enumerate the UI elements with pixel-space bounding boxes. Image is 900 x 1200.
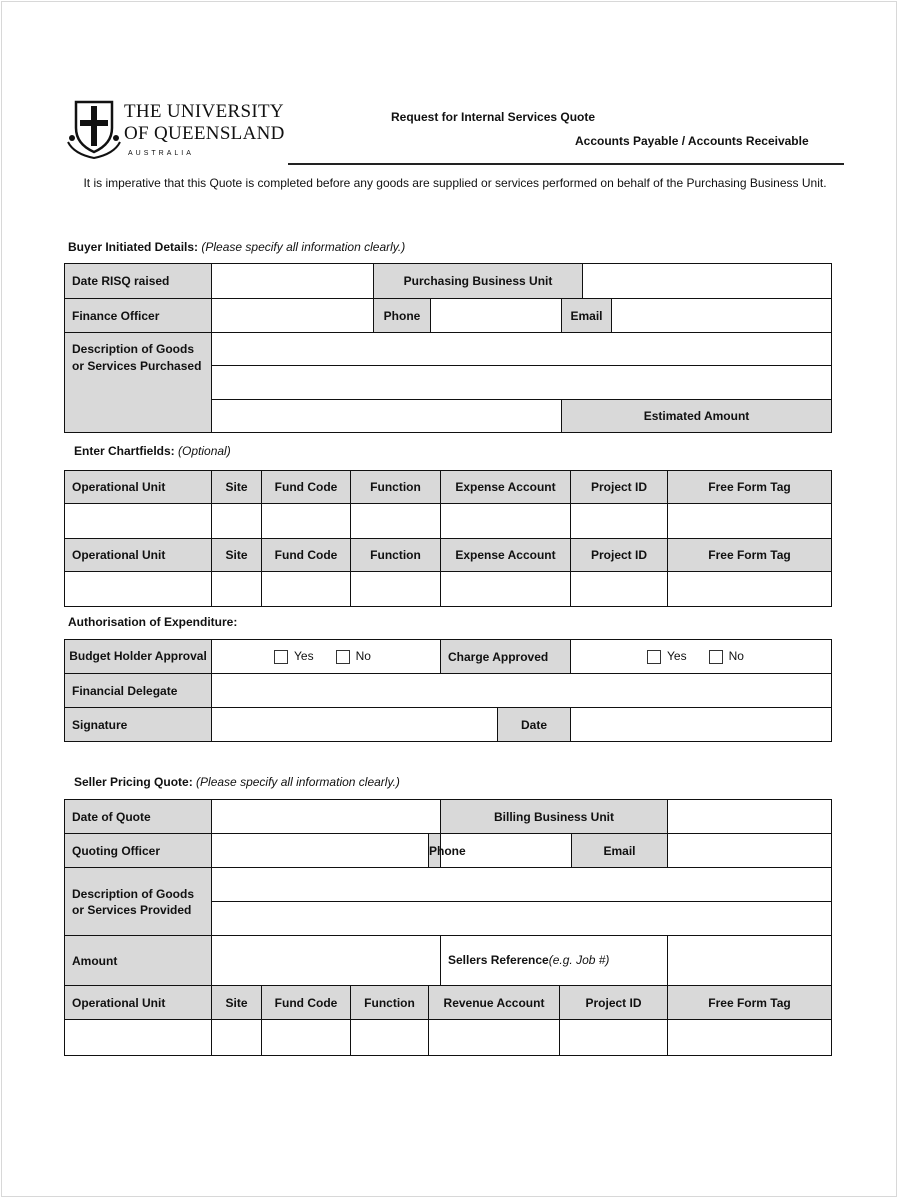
goods-provided-label: Description of Goods or Services Provided — [65, 868, 212, 936]
signature-field[interactable] — [212, 708, 498, 742]
amount-field[interactable] — [212, 936, 441, 986]
budget-holder-label: Budget Holder Approval — [65, 640, 212, 674]
chartfields-header-expense-account: Expense Account — [441, 471, 571, 504]
date-of-quote-field[interactable] — [212, 800, 441, 834]
no-label: No — [728, 649, 744, 664]
finance-officer-label: Finance Officer — [65, 299, 212, 333]
chartfield-cell[interactable] — [351, 572, 441, 607]
buyer-heading: Buyer Initiated Details: — [68, 240, 199, 254]
seller-header-fund-code: Fund Code — [262, 986, 351, 1020]
seller-heading: Seller Pricing Quote: — [74, 775, 193, 789]
chartfields-header-project-id: Project ID — [571, 471, 668, 504]
auth-date-label: Date — [498, 708, 571, 742]
chartfields-header-site-2: Site — [212, 539, 262, 572]
chartfields-header-free-form-tag-2: Free Form Tag — [668, 539, 832, 572]
checkbox-icon[interactable] — [274, 650, 288, 664]
chartfield-cell[interactable] — [212, 504, 262, 539]
seller-header-function: Function — [351, 986, 429, 1020]
goods-purchased-label: Description of Goods or Services Purchased — [65, 333, 212, 433]
chartfield-cell[interactable] — [571, 504, 668, 539]
chartfield-cell[interactable] — [668, 504, 832, 539]
seller-header-operational-unit: Operational Unit — [65, 986, 212, 1020]
authorisation-table — [64, 639, 832, 742]
form-title: Request for Internal Services Quote — [391, 110, 596, 124]
chartfields-table — [64, 470, 832, 607]
chartfields-header-fund-code: Fund Code — [262, 471, 351, 504]
buyer-heading-note: (Please specify all information clearly.) — [201, 240, 406, 254]
logo-line-3: AUSTRALIA — [128, 150, 194, 157]
date-raised-field[interactable] — [212, 264, 374, 299]
seller-header-project-id: Project ID — [560, 986, 668, 1020]
no-label: No — [355, 649, 371, 664]
budget-holder-options — [212, 640, 441, 674]
chartfield-cell[interactable] — [441, 504, 571, 539]
chartfield-cell[interactable] — [262, 572, 351, 607]
quoting-officer-label: Quoting Officer — [65, 834, 212, 868]
purchasing-unit-field[interactable] — [583, 264, 832, 299]
financial-delegate-label: Financial Delegate — [65, 674, 212, 708]
budget-holder-yes[interactable] — [274, 649, 314, 664]
charge-approved-yes[interactable] — [647, 649, 687, 664]
chartfields-header-function-2: Function — [351, 539, 441, 572]
seller-chartfield-cell[interactable] — [429, 1020, 560, 1056]
checkbox-icon[interactable] — [336, 650, 350, 664]
seller-email-field[interactable] — [668, 834, 832, 868]
seller-chartfield-cell[interactable] — [262, 1020, 351, 1056]
chartfield-cell[interactable] — [65, 572, 212, 607]
buyer-details-table — [64, 263, 832, 433]
goods-provided-field-2[interactable] — [212, 902, 832, 936]
charge-approved-label: Charge Approved — [441, 640, 571, 674]
chartfields-header-site: Site — [212, 471, 262, 504]
purchasing-unit-label: Purchasing Business Unit — [374, 264, 583, 299]
seller-heading-note: (Please specify all information clearly.) — [196, 775, 400, 789]
seller-section-heading — [74, 775, 400, 789]
chartfields-heading: Enter Chartfields: — [74, 444, 175, 458]
seller-header-site: Site — [212, 986, 262, 1020]
authorisation-heading: Authorisation of Expenditure: — [68, 615, 238, 629]
buyer-phone-label: Phone — [374, 299, 431, 333]
estimated-amount-label: Estimated Amount — [562, 400, 832, 433]
billing-unit-label: Billing Business Unit — [441, 800, 668, 834]
seller-chartfield-cell[interactable] — [668, 1020, 832, 1056]
seller-chartfield-cell[interactable] — [65, 1020, 212, 1056]
chartfield-cell[interactable] — [571, 572, 668, 607]
finance-officer-field[interactable] — [212, 299, 374, 333]
seller-header-free-form-tag: Free Form Tag — [668, 986, 832, 1020]
seller-phone-label: Phone — [429, 834, 441, 868]
seller-header-revenue-account: Revenue Account — [429, 986, 560, 1020]
seller-chartfield-cell[interactable] — [560, 1020, 668, 1056]
checkbox-icon[interactable] — [709, 650, 723, 664]
date-of-quote-label: Date of Quote — [65, 800, 212, 834]
chartfield-cell[interactable] — [212, 572, 262, 607]
charge-approved-no[interactable] — [709, 649, 744, 664]
seller-chartfield-cell[interactable] — [212, 1020, 262, 1056]
signature-label: Signature — [65, 708, 212, 742]
chartfield-cell[interactable] — [441, 572, 571, 607]
form-subtitle: Accounts Payable / Accounts Receivable — [575, 134, 809, 148]
yes-label: Yes — [294, 649, 314, 664]
budget-holder-no[interactable] — [336, 649, 371, 664]
checkbox-icon[interactable] — [647, 650, 661, 664]
buyer-email-field[interactable] — [612, 299, 832, 333]
buyer-section-heading — [68, 240, 405, 254]
sellers-reference-note: (e.g. Job #) — [548, 953, 610, 967]
sellers-reference-label — [441, 936, 668, 986]
yes-label: Yes — [667, 649, 687, 664]
goods-purchased-field-3[interactable] — [212, 400, 562, 433]
goods-purchased-field-1[interactable] — [212, 333, 832, 366]
seller-chartfield-cell[interactable] — [351, 1020, 429, 1056]
chartfields-header-fund-code-2: Fund Code — [262, 539, 351, 572]
goods-provided-field-1[interactable] — [212, 868, 832, 902]
date-raised-label: Date RISQ raised — [65, 264, 212, 299]
seller-email-label: Email — [572, 834, 668, 868]
chartfields-header-operational-unit-2: Operational Unit — [65, 539, 212, 572]
goods-purchased-field-2[interactable] — [212, 366, 832, 400]
intro-text: It is imperative that this Quote is completed before any goods are supplied or services performed on behalf of the Purchasing Business Unit. — [83, 176, 827, 190]
university-logo — [66, 98, 285, 162]
amount-label: Amount — [65, 936, 212, 986]
chartfields-heading-note: (Optional) — [178, 444, 231, 458]
logo-line-2: OF QUEENSLAND — [124, 123, 285, 144]
chartfields-section-heading — [74, 444, 231, 458]
logo-line-1: THE UNIVERSITY — [124, 101, 284, 122]
chartfields-header-expense-account-2: Expense Account — [441, 539, 571, 572]
auth-date-field[interactable] — [571, 708, 832, 742]
seller-quote-table — [64, 799, 832, 1056]
sellers-reference-field[interactable] — [668, 936, 832, 986]
chartfields-header-free-form-tag: Free Form Tag — [668, 471, 832, 504]
crest-icon — [66, 98, 122, 160]
sellers-reference-text: Sellers Reference — [448, 953, 549, 967]
chartfields-header-operational-unit: Operational Unit — [65, 471, 212, 504]
chartfield-cell[interactable] — [668, 572, 832, 607]
chartfield-cell[interactable] — [65, 504, 212, 539]
chartfield-cell[interactable] — [262, 504, 351, 539]
header-divider — [288, 163, 844, 165]
charge-approved-options — [571, 640, 832, 674]
buyer-phone-field[interactable] — [431, 299, 562, 333]
buyer-email-label: Email — [562, 299, 612, 333]
billing-unit-field[interactable] — [668, 800, 832, 834]
chartfield-cell[interactable] — [351, 504, 441, 539]
financial-delegate-field[interactable] — [212, 674, 832, 708]
chartfields-header-project-id-2: Project ID — [571, 539, 668, 572]
chartfields-header-function: Function — [351, 471, 441, 504]
quoting-officer-field[interactable] — [212, 834, 429, 868]
